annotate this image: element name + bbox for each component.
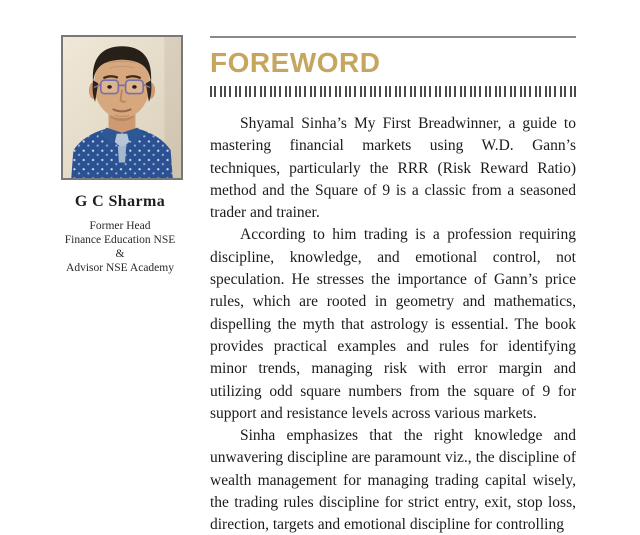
- author-name: G C Sharma: [74, 193, 166, 210]
- author-role-line: Finance Education NSE: [64, 234, 176, 246]
- author-roles: [15, 219, 225, 275]
- paragraph: Shyamal Sinha’s My First Breadwinner, a guide to mastering financial markets using W.D. Gann’s techniques, particularly the RRR (Risk Reward Ratio) method and the Square of 9 is a classic from a seasoned trader and trainer.: [210, 115, 576, 222]
- foreword-text: [210, 113, 576, 535]
- author-portrait-image: [63, 37, 181, 178]
- author-role-line: Former Head: [89, 220, 151, 232]
- paragraph: According to him trading is a profession requiring discipline, knowledge, and emotional control, not speculation. He stresses the importance of Gann’s price rules, which are rooted in geometry and mathematics, dispelling the myth that astrology is essential. The book provides practical examples and rules for identifying minor trends, managing risk with error margin and utilizing odd square numbers from the square of 9 for support and resistance levels across various markets.: [210, 226, 576, 422]
- author-photo-frame: [61, 35, 183, 180]
- paragraph: Sinha emphasizes that the right knowledge and unwavering discipline are paramount viz., the discipline of wealth management for managing trading capital wisely, the trading rules discipline for strict entry, exit, stop loss, direction, targets and emotional discipline for controlling: [210, 427, 576, 534]
- header-rule: [210, 36, 576, 38]
- page-title: FOREWORD: [210, 47, 381, 78]
- barcode-divider: [210, 86, 576, 97]
- author-caption: [15, 192, 225, 275]
- author-role-line: &: [115, 248, 125, 260]
- main-content: [210, 36, 576, 535]
- author-role-line: Advisor NSE Academy: [66, 262, 174, 274]
